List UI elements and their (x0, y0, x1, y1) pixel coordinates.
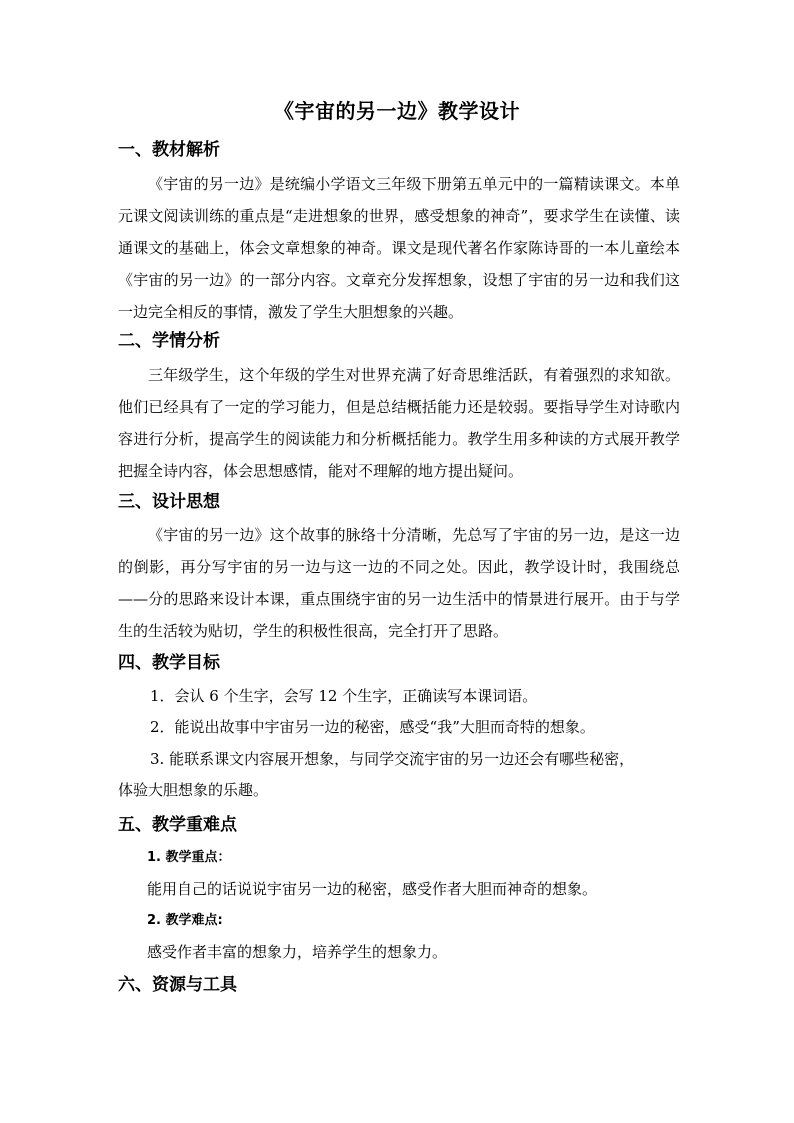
section-heading-learner: 二、学情分析 (118, 331, 220, 351)
goal-item: 1．会认 6 个生字，会写 12 个生字，正确读写本课词语。 (150, 687, 538, 705)
section-heading-design: 三、设计思想 (118, 492, 220, 512)
key-point-text: 能用自己的话说说宇宙另一边的秘密，感受作者大胆而神奇的想象。 (147, 880, 598, 898)
goal-item: 3. 能联系课文内容展开想象，与同学交流宇宙的另一边还会有哪些秘密， (150, 750, 635, 768)
goal-item: 2．能说出故事中宇宙另一边的秘密，感受“我”大胆而奇特的想象。 (150, 718, 595, 736)
difficulty-label: 2. 教学难点: (147, 913, 223, 928)
section-paragraph-learner: 三年级学生，这个年级的学生对世界充满了好奇思维活跃，有着强烈的求知欲。他们已经具有了一定的学习能力，但是总结概括能力还是较弱。要指导学生对诗歌内容进行分析，提高学生的阅读能力和分析概括能力。教学生用多种读的方式展开教学把握全诗内容，体会思想感情，能对不理解的地方提出疑问。 (118, 366, 680, 480)
difficulty-text: 感受作者丰富的想象力，培养学生的想象力。 (147, 943, 448, 961)
section-paragraph-design: 《宇宙的另一边》这个故事的脉络十分清晰，先总写了宇宙的另一边，是这一边的倒影，再分写宇宙的另一边与这一边的不同之处。因此，教学设计时，我围绕总——分的思路来设计本课，重点围绕宇宙的另一边生活中的情景进行展开。由于与学生的生活较为贴切，学生的积极性很高，完全打开了思路。 (118, 526, 680, 640)
section-paragraph-analysis: 《宇宙的另一边》是统编小学语文三年级下册第五单元中的一篇精读课文。本单元课文阅读训练的重点是“走进想象的世界，感受想象的神奇”，要求学生在读懂、读通课文的基础上，体会文章想象的神奇。课文是现代著名作家陈诗哥的一本儿童绘本《宇宙的另一边》的一部分内容。文章充分发挥想象，设想了宇宙的另一边和我们这一边完全相反的事情，激发了学生大胆想象的兴趣。 (118, 175, 680, 321)
key-point-label: 1. 教学重点： (147, 850, 231, 865)
goal-item-continuation: 体验大胆想象的乐趣。 (118, 781, 269, 799)
section-heading-resources: 六、资源与工具 (118, 975, 237, 995)
page-title: 《宇宙的另一边》教学设计 (274, 99, 520, 123)
section-heading-analysis: 一、教材解析 (118, 140, 220, 160)
section-heading-goals: 四、教学目标 (118, 653, 220, 673)
section-heading-focus: 五、教学重难点 (118, 815, 237, 835)
